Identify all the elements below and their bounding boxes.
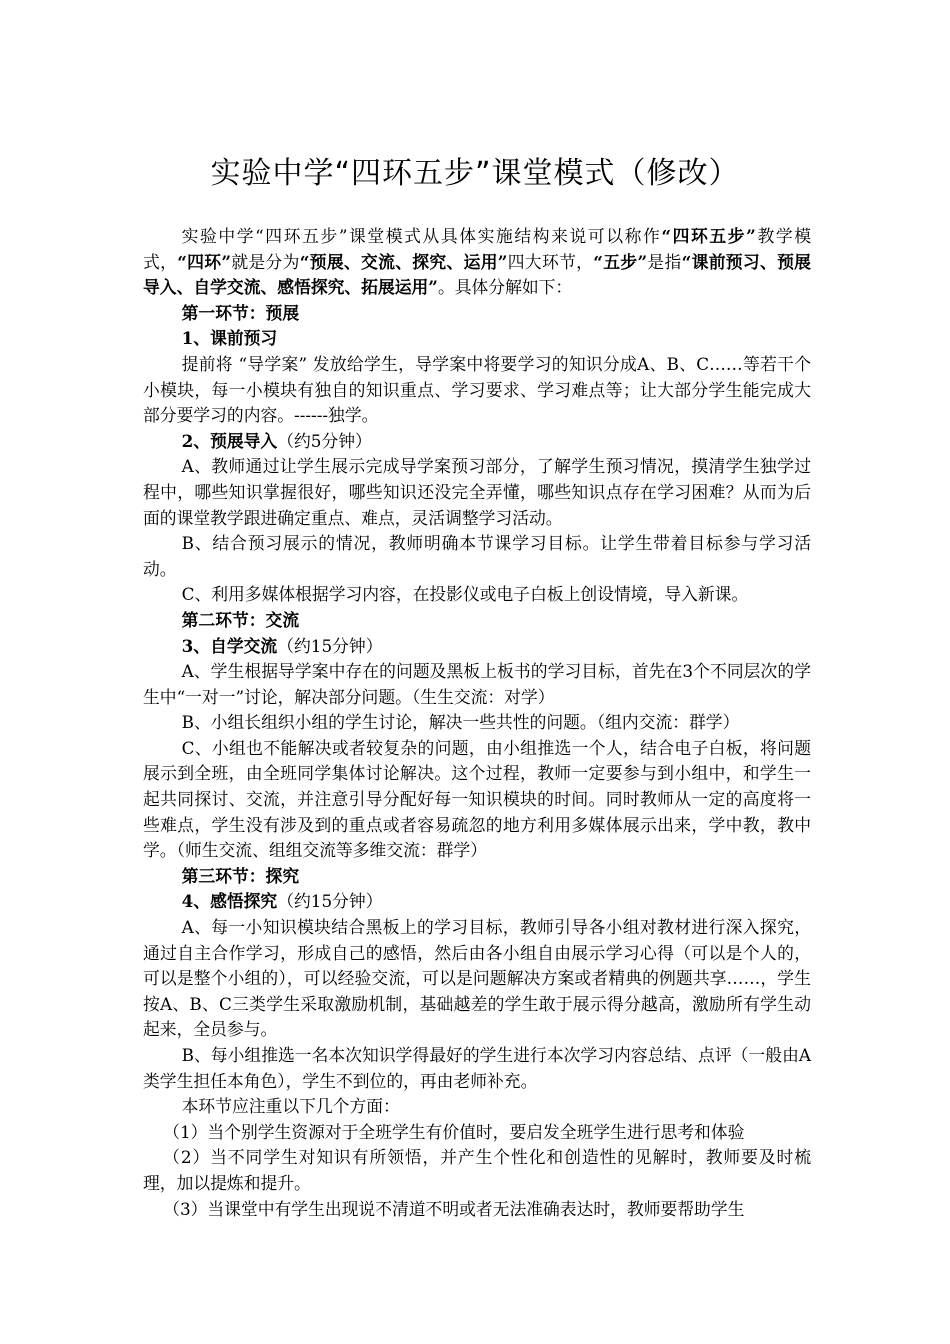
list-item: （3）当课堂中有学生出现说不清道不明或者无法准确表达时，教师要帮助学生	[163, 1198, 745, 1219]
paragraph: B、每小组推选一名本次知识学得最好的学生进行本次学习内容总结、点评（一般由A类学生担任本角色），学生不到位的，再由老师补充。	[143, 1045, 811, 1091]
intro-text: 实验中学“四环五步”课堂模式从具体实施结构来说可以称作	[181, 226, 662, 246]
intro-text: 教学模式，	[143, 226, 811, 272]
intro-paragraph	[143, 224, 811, 301]
step-title: 2、预展导入	[181, 430, 278, 451]
step-duration: （约5分钟）	[277, 430, 372, 451]
step-heading	[143, 634, 811, 660]
section-heading: 第二环节：交流	[181, 609, 300, 630]
paragraph: 本环节应注重以下几个方面：	[181, 1096, 400, 1117]
intro-bold: “预展、交流、探究、运用”	[299, 251, 508, 272]
list-item: （2）当不同学生对知识有所领悟，并产生个性化和创造性的见解时，教师要及时梳理，加以提炼和提升。	[143, 1147, 811, 1193]
step-title: 3、自学交流	[181, 635, 278, 656]
paragraph: C、利用多媒体根据学习内容，在投影仪或电子白板上创设情境，导入新课。	[181, 584, 749, 605]
step-heading	[143, 429, 811, 455]
step-heading: 1、课前预习	[181, 328, 278, 349]
step-heading	[143, 889, 811, 915]
section-heading: 第一环节：预展	[181, 302, 300, 323]
intro-text: 四大环节，	[507, 251, 594, 272]
paragraph: 提前将 “导学案” 发放给学生，导学案中将要学习的知识分成A、B、C……等若干个小模块，每一小模块有独自的知识重点、学习要求、学习难点等；让大部分学生能完成大部分要学习的内容。------独学。	[143, 353, 811, 426]
paragraph: B、小组长组织小组的学生讨论，解决一些共性的问题。（组内交流：群学）	[181, 712, 740, 733]
paragraph: A、学生根据导学案中存在的问题及黑板上板书的学习目标，首先在3个不同层次的学生中“一对一”讨论，解决部分问题。（生生交流：对学）	[143, 661, 811, 707]
step-duration: （约15分钟）	[277, 891, 383, 912]
intro-text: 是指	[647, 251, 682, 272]
intro-bold: “四环五步”	[661, 226, 756, 246]
document-body	[143, 224, 811, 1222]
paragraph: A、教师通过让学生展示完成导学案预习部分，了解学生预习情况，摸清学生独学过程中，哪些知识掌握很好，哪些知识还没完全弄懂，哪些知识点存在学习困难？从而为后面的课堂教学跟进确定重点、难点，灵活调整学习活动。	[143, 456, 811, 528]
step-title: 4、感悟探究	[181, 891, 278, 912]
document-title: 实验中学“四环五步”课堂模式（修改）	[210, 156, 740, 191]
section-heading: 第三环节：探究	[181, 865, 300, 886]
list-item: （1）当个别学生资源对于全班学生有价值时，要启发全班学生进行思考和体验	[163, 1121, 745, 1142]
paragraph: B、结合预习展示的情况，教师明确本节课学习目标。让学生带着目标参与学习活动。	[143, 533, 811, 579]
intro-bold: “课前预习、预展导入、自学交流、感悟探究、拓展运用”	[143, 251, 811, 298]
intro-bold: “四环”	[177, 251, 232, 272]
step-duration: （约15分钟）	[277, 635, 383, 656]
intro-text: 就是分为	[231, 251, 300, 272]
intro-bold: “五步”	[593, 251, 648, 272]
intro-text: 。具体分解如下：	[437, 277, 573, 298]
paragraph: A、每一小知识模块结合黑板上的学习目标，教师引导各小组对教材进行深入探究，通过自主合作学习，形成自己的感悟，然后由各小组自由展示学习心得（可以是个人的，可以是整个小组的），可以经验交流，可以是问题解决方案或者精典的例题共享……，学生按A、B、C三类学生采取激励机制，基础越差的学生敢于展示得分越高，激励所有学生动起来，全员参与。	[143, 917, 811, 1040]
paragraph: C、小组也不能解决或者较复杂的问题，由小组推选一个人，结合电子白板，将问题展示到全班，由全班同学集体讨论解决。这个过程，教师一定要参与到小组中，和学生一起共同探讨、交流，并注意引导分配好每一知识模块的时间。同时教师从一定的高度将一些难点，学生没有涉及到的重点或者容易疏忽的地方利用多媒体展示出来，学中教，教中学。（师生交流、组组交流等多维交流：群学）	[143, 737, 811, 861]
